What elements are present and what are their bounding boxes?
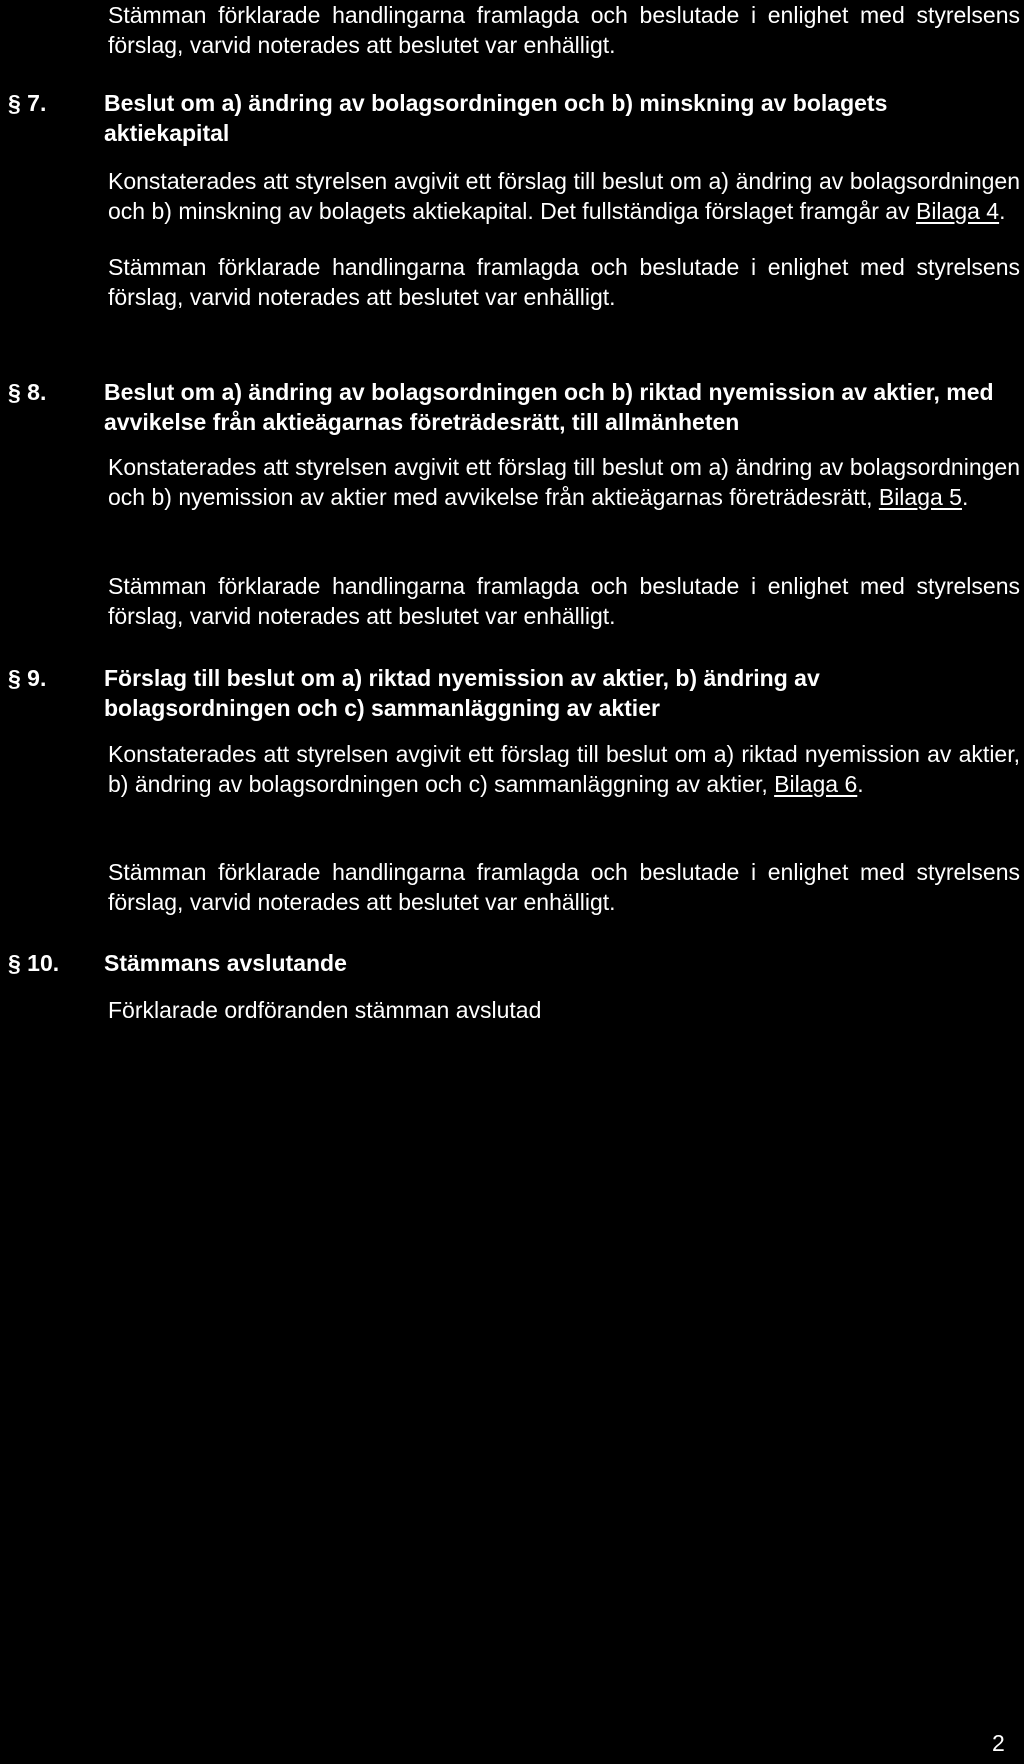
section-7-heading: Beslut om a) ändring av bolagsordningen och b) minskning av bolagets aktiekapital [104, 90, 888, 146]
section-8-heading: Beslut om a) ändring av bolagsordningen och b) riktad nyemission av aktier, med avvikelse från aktieägarnas företrädesrätt, till allmänheten [104, 379, 994, 435]
section-9-statement-end: . [857, 771, 864, 797]
section-7-statement-text: Konstaterades att styrelsen avgivit ett förslag till beslut om a) ändring av bolagsordningen och b) minskning av bolagets aktiekapital. Det fullständiga förslaget framgår av [108, 168, 1020, 224]
section-8-statement [108, 452, 1020, 512]
section-7-statement [108, 166, 1020, 226]
intro-decision-paragraph: Stämman förklarade handlingarna framlagda och beslutade i enlighet med styrelsens förslag, varvid noterades att beslutet var enhälligt. [108, 2, 1020, 58]
section-10-statement: Förklarade ordföranden stämman avslutad [108, 997, 542, 1023]
attachment-link-bilaga-4[interactable]: Bilaga 4 [915, 198, 1000, 224]
section-9-heading: Förslag till beslut om a) riktad nyemission av aktier, b) ändring av bolagsordningen och c) sammanläggning av aktier [104, 665, 820, 721]
section-10-heading: Stämmans avslutande [104, 950, 347, 976]
section-7-number: § 7. [8, 90, 47, 116]
section-9-number: § 9. [8, 665, 47, 691]
section-8-statement-text: Konstaterades att styrelsen avgivit ett förslag till beslut om a) ändring av bolagsordningen och b) nyemission av aktier med avvikelse från aktieägarnas företrädesrätt, [108, 454, 1020, 510]
section-8-decision: Stämman förklarade handlingarna framlagda och beslutade i enlighet med styrelsens förslag, varvid noterades att beslutet var enhälligt. [108, 573, 1020, 629]
section-7-statement-end: . [999, 198, 1006, 224]
section-9-statement [108, 739, 1020, 799]
section-9-decision: Stämman förklarade handlingarna framlagda och beslutade i enlighet med styrelsens förslag, varvid noterades att beslutet var enhälligt. [108, 859, 1020, 915]
page-number: 2 [992, 1730, 1005, 1756]
section-8-number: § 8. [8, 379, 47, 405]
section-7-decision: Stämman förklarade handlingarna framlagda och beslutade i enlighet med styrelsens förslag, varvid noterades att beslutet var enhälligt. [108, 254, 1020, 310]
attachment-link-bilaga-5[interactable]: Bilaga 5 [878, 484, 962, 510]
section-9-statement-text: Konstaterades att styrelsen avgivit ett förslag till beslut om a) riktad nyemission av aktier, b) ändring av bolagsordningen och c) sammanläggning av aktier, [108, 741, 1020, 797]
attachment-link-bilaga-6[interactable]: Bilaga 6 [774, 771, 858, 797]
section-10-number: § 10. [8, 950, 60, 976]
section-8-statement-end: . [961, 484, 969, 510]
